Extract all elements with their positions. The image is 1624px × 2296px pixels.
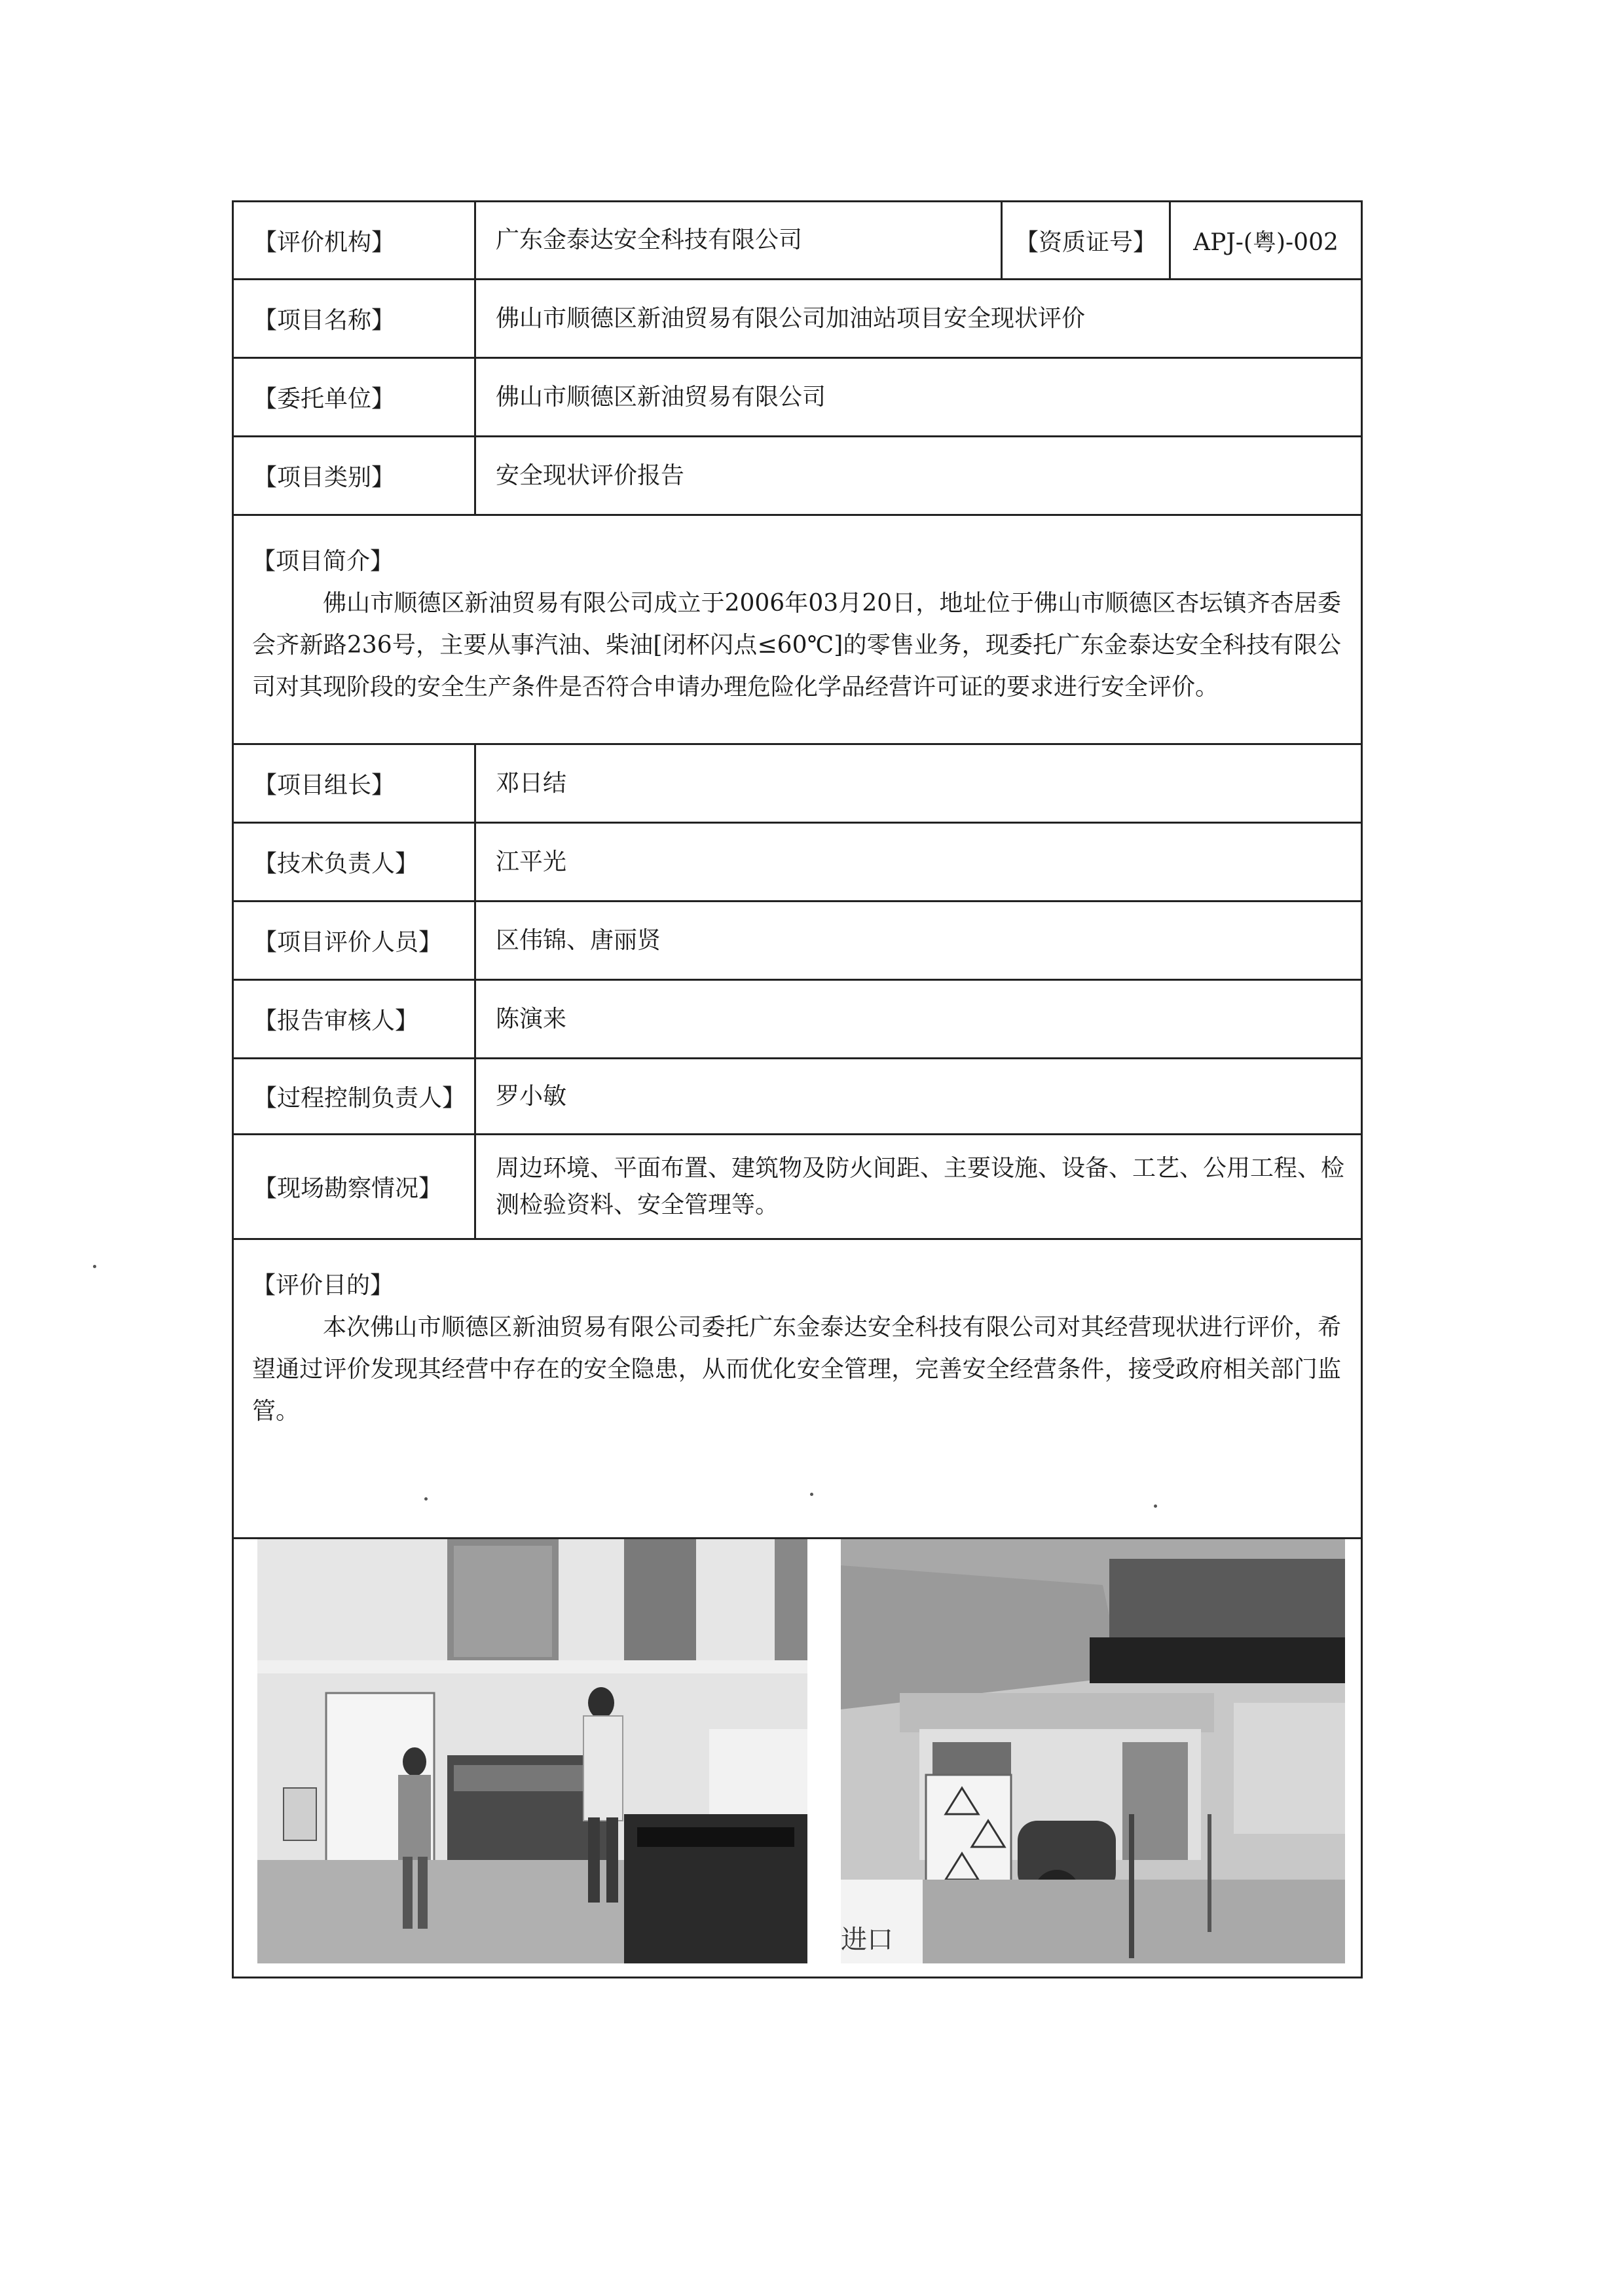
reviewer-value: 陈演来: [496, 1005, 567, 1032]
photos-row: [234, 1539, 1361, 1977]
purpose-row: [234, 1240, 1361, 1539]
client-label: 【委托单位】: [234, 359, 476, 435]
photo-left-graphic: [257, 1539, 807, 1963]
intro-text: 佛山市顺德区新油贸易有限公司成立于2006年03月20日，地址位于佛山市顺德区杏坛镇齐杏居委会齐新路236号，主要从事汽油、柴油[闭杯闪点≤60℃]的零售业务，现委托广东金泰达安全科技有限公司对其现阶段的安全生产条件是否符合申请办理危险化学品经营许可证的要求进行安全评价。: [252, 590, 1341, 701]
purpose-block: [234, 1240, 1361, 1537]
tech-value: 江平光: [496, 848, 567, 875]
evaluators-label: 【项目评价人员】: [234, 902, 476, 979]
cert-label: 【资质证号】: [1001, 202, 1171, 278]
category-label: 【项目类别】: [234, 437, 476, 514]
tech-label: 【技术负责人】: [234, 824, 476, 900]
people-row-reviewer: [234, 981, 1361, 1059]
client-value: 佛山市顺德区新油贸易有限公司: [496, 383, 826, 410]
category-row: [234, 437, 1361, 516]
survey-value: 周边环境、平面布置、建筑物及防火间距、主要设施、设备、工艺、公用工程、检测检验资料、安全管理等。: [496, 1154, 1345, 1218]
scan-speck: [810, 1493, 813, 1496]
process-value: 罗小敏: [496, 1082, 567, 1110]
scan-speck: [424, 1497, 428, 1501]
purpose-text: 本次佛山市顺德区新油贸易有限公司委托广东金泰达安全科技有限公司对其经营现状进行评价，希望通过评价发现其经营中存在的安全隐患，从而优化安全管理，完善安全经营条件，接受政府相关部门监管。: [252, 1314, 1341, 1425]
project-name-label: 【项目名称】: [234, 280, 476, 357]
evaluators-value: 区伟锦、唐丽贤: [496, 926, 661, 954]
people-row-evaluators: [234, 902, 1361, 981]
intro-heading: 【项目简介】: [252, 548, 394, 575]
project-name-row: [234, 280, 1361, 359]
leader-value: 邓日结: [496, 769, 567, 797]
org-row: [234, 202, 1361, 280]
category-value: 安全现状评价报告: [496, 462, 685, 489]
scan-speck: [93, 1265, 96, 1268]
photo-right-graphic: [841, 1539, 1345, 1963]
intro-block: [234, 516, 1361, 743]
leader-label: 【项目组长】: [234, 745, 476, 822]
site-photo-right: [841, 1539, 1345, 1963]
intro-row: [234, 516, 1361, 745]
reviewer-label: 【报告审核人】: [234, 981, 476, 1057]
process-label: 【过程控制负责人】: [234, 1059, 476, 1133]
org-value: 广东金泰达安全科技有限公司: [496, 227, 803, 253]
survey-label: 【现场勘察情况】: [234, 1135, 476, 1238]
people-row-process: [234, 1059, 1361, 1135]
scan-speck: [1154, 1504, 1157, 1508]
project-name-value: 佛山市顺德区新油贸易有限公司加油站项目安全现状评价: [496, 304, 1086, 332]
evaluation-info-sheet: [232, 200, 1363, 1978]
people-row-survey: [234, 1135, 1361, 1240]
cert-value: APJ-(粤)-002: [1193, 228, 1338, 256]
purpose-heading: 【评价目的】: [252, 1272, 394, 1299]
people-row-leader: [234, 745, 1361, 824]
entrance-sign-text: 进口: [841, 1925, 893, 1955]
client-row: [234, 359, 1361, 437]
site-photos: [234, 1539, 1361, 1978]
people-row-tech: [234, 824, 1361, 902]
org-label: 【评价机构】: [234, 202, 476, 278]
site-photo-left: [257, 1539, 807, 1963]
